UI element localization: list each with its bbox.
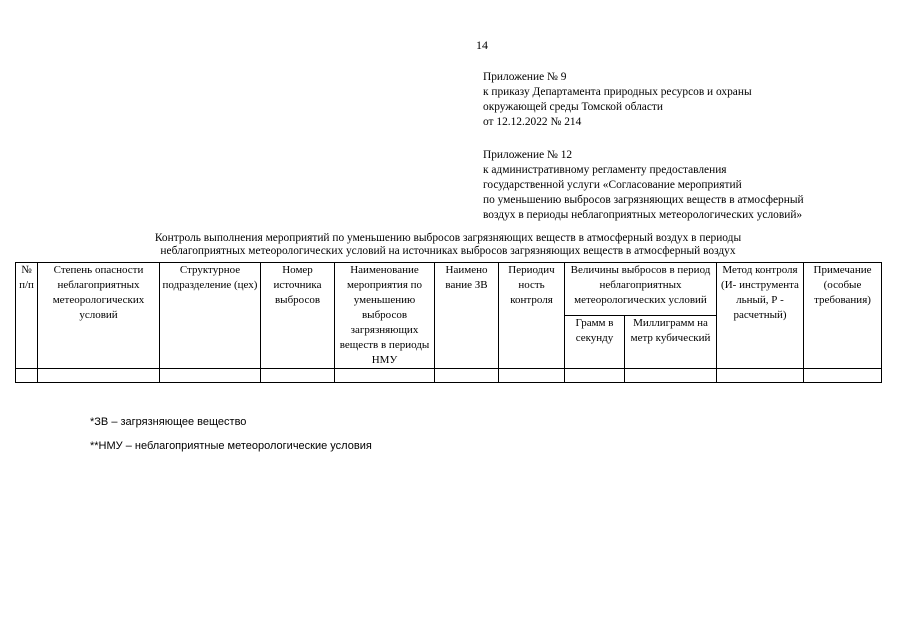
table-cell[interactable] (261, 369, 335, 383)
header-degree: Степень опасности неблагоприятных метеорологических условий (38, 263, 160, 369)
appendix-9-line: к приказу Департамента природных ресурсов и охраны (483, 86, 752, 98)
appendix-9-line: от 12.12.2022 № 214 (483, 116, 582, 128)
header-num: № п/п (16, 263, 38, 369)
header-method: Метод контроля (И- инструмента льный, Р - расчетный) (717, 263, 804, 369)
appendix-9-block (483, 70, 752, 130)
appendix-12-line: по уменьшению выбросов загрязняющих веществ в атмосферный (483, 194, 804, 206)
report-title-line-2: неблагоприятных метеорологических условий на источниках выбросов загрязняющих веществ в атмосферный воздух (160, 245, 736, 257)
table-cell[interactable] (625, 369, 717, 383)
header-source: Номер источника выбросов (261, 263, 335, 369)
header-note: Примечание (особые требования) (804, 263, 882, 369)
table-row (16, 369, 882, 383)
table-cell[interactable] (499, 369, 565, 383)
appendix-12-line: воздух в периоды неблагоприятных метеорологических условий» (483, 209, 803, 221)
table-cell[interactable] (38, 369, 160, 383)
report-title-line-1: Контроль выполнения мероприятий по уменьшению выбросов загрязняющих веществ в атмосферный воздух в периоды (154, 232, 742, 244)
appendix-12-line: Приложение № 12 (483, 149, 573, 161)
table-cell[interactable] (717, 369, 804, 383)
appendix-12-block (483, 148, 804, 223)
header-emissions: Величины выбросов в период неблагоприятных метеорологических условий (565, 263, 717, 316)
table-header-row (16, 263, 882, 316)
appendix-12-line: к административному регламенту предоставления (483, 164, 727, 176)
header-grams: Грамм в секунду (565, 316, 625, 369)
appendix-9-line: Приложение № 9 (483, 71, 567, 83)
table-cell[interactable] (16, 369, 38, 383)
table-cell[interactable] (565, 369, 625, 383)
appendix-9-line: окружающей среды Томской области (483, 101, 663, 113)
table-cell[interactable] (335, 369, 435, 383)
header-periodicity: Периодич ность контроля (499, 263, 565, 369)
table-cell[interactable] (160, 369, 261, 383)
page-number: 14 (476, 38, 488, 52)
footnote-pollutant: *ЗВ – загрязняющее вещество (90, 416, 247, 428)
header-pollutant: Наимено вание ЗВ (435, 263, 499, 369)
report-title (14, 232, 882, 258)
footnote-nmu: **НМУ – неблагоприятные метеорологические условия (90, 440, 372, 452)
header-measure: Наименование мероприятия по уменьшению выбросов загрязняющих веществ в периоды НМУ (335, 263, 435, 369)
table-cell[interactable] (804, 369, 882, 383)
table-cell[interactable] (435, 369, 499, 383)
control-table (15, 262, 882, 383)
header-mg: Миллиграмм на метр кубический (625, 316, 717, 369)
header-unit: Структурное подразделение (цех) (160, 263, 261, 369)
appendix-12-line: государственной услуги «Согласование мероприятий (483, 179, 742, 191)
